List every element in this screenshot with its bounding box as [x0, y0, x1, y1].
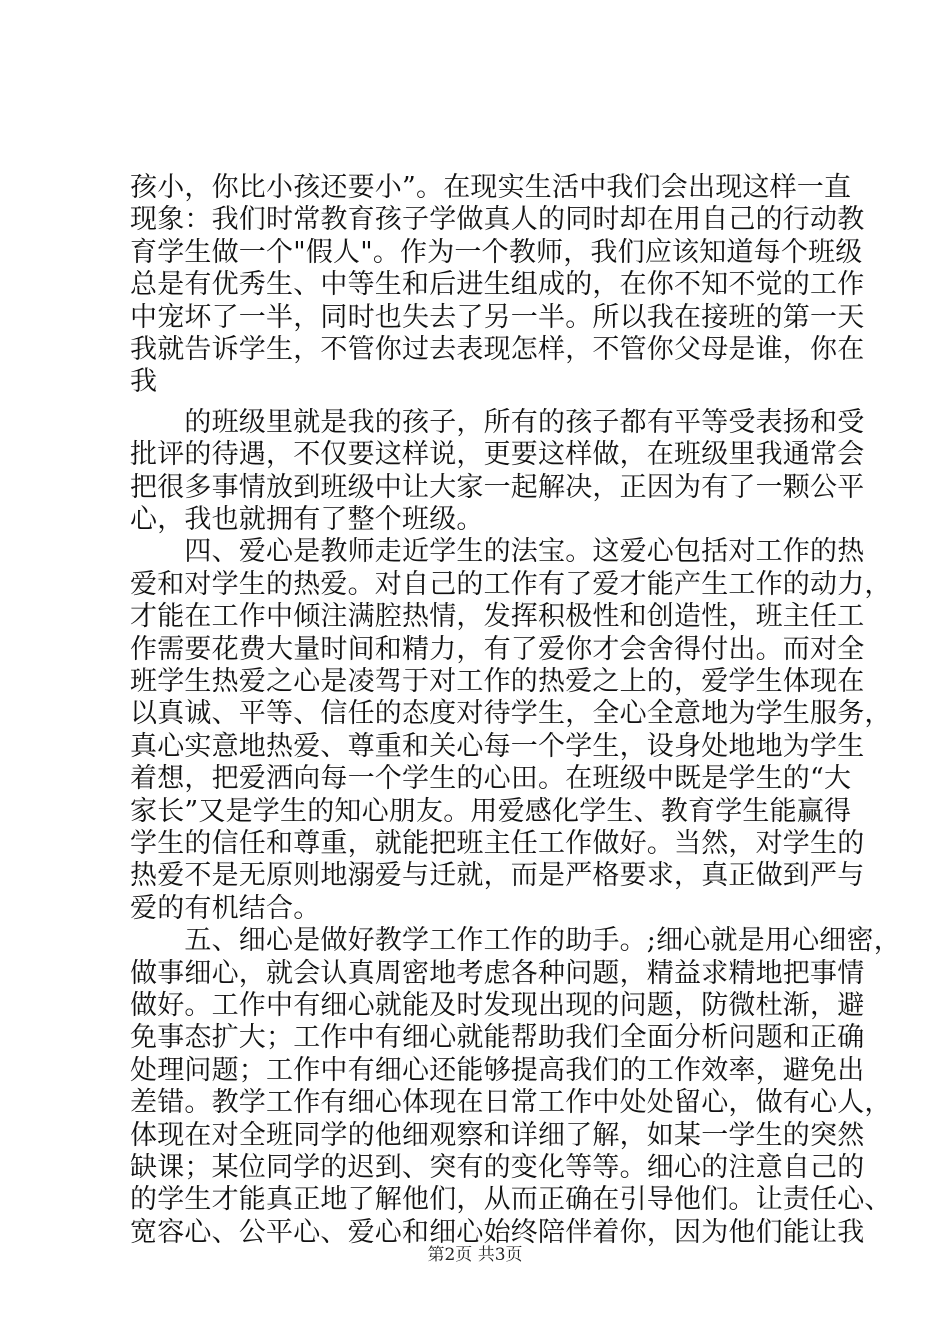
body-text-line: 做好。工作中有细心就能及时发现出现的问题，防微杜渐，避	[130, 990, 865, 1021]
body-text-line: 四、爱心是教师走近学生的法宝。这爱心包括对工作的热	[130, 536, 865, 568]
body-text-line: 真心实意地热爱、尊重和关心每一个学生，设身处地地为学生	[130, 730, 865, 762]
body-text-line: 育学生做一个"假人"。作为一个教师，我们应该知道每个班级	[130, 236, 863, 268]
body-text-line: 我	[130, 366, 158, 398]
body-text-line: 班学生热爱之心是凌驾于对工作的热爱之上的，爱学生体现在	[130, 666, 865, 697]
body-text-line: 处理问题；工作中有细心还能够提高我们的工作效率，避免出	[130, 1054, 865, 1086]
body-text-line: 体现在对全班同学的他细观察和详细了解，如某一学生的突然	[130, 1119, 865, 1151]
body-text-line: 做事细心，就会认真周密地考虑各种问题，精益求精地把事情	[130, 957, 865, 989]
body-text-line: 作需要花费大量时间和精力，有了爱你才会舍得付出。而对全	[130, 633, 865, 665]
body-text-line: 五、细心是做好教学工作工作的助手。;细心就是用心细密，	[130, 925, 901, 957]
body-text-line: 我就告诉学生，不管你过去表现怎样，不管你父母是谁，你在	[130, 334, 865, 365]
body-text-line: 着想，把爱洒向每一个学生的心田。在班级中既是学生的“大	[130, 763, 852, 795]
body-text-line: 家长”又是学生的知心朋友。用爱感化学生、教育学生能赢得	[130, 795, 852, 827]
page-footer: 第2页 共3页	[427, 1245, 523, 1265]
body-text-line: 批评的待遇，不仅要这样说，更要这样做，在班级里我通常会	[130, 439, 865, 471]
body-text-line: 总是有优秀生、中等生和后进生组成的，在你不知不觉的工作	[130, 269, 865, 301]
body-text-line: 把很多事情放到班级中让大家一起解决，正因为有了一颗公平	[130, 471, 865, 503]
body-text-line: 孩小，你比小孩还要小”。在现实生活中我们会出现这样一直	[130, 172, 852, 203]
body-text-line: 的班级里就是我的孩子，所有的孩子都有平等受表扬和受	[130, 406, 865, 438]
body-text-line: 差错。教学工作有细心体现在日常工作中处处留心，做有心人，	[130, 1087, 892, 1119]
body-text-line: 才能在工作中倾注满腔热情，发挥积极性和创造性，班主任工	[130, 601, 865, 633]
body-text-line: 中宠坏了一半，同时也失去了另一半。所以我在接班的第一天	[130, 301, 865, 333]
body-text-line: 爱和对学生的热爱。对自己的工作有了爱才能产生工作的动力，	[130, 568, 892, 600]
body-text-line: 以真诚、平等、信任的态度对待学生，全心全意地为学生服务，	[130, 698, 892, 730]
body-text-line: 免事态扩大；工作中有细心就能帮助我们全面分析问题和正确	[130, 1022, 865, 1054]
body-text-line: 缺课；某位同学的迟到、突有的变化等等。细心的注意自己的	[130, 1152, 865, 1183]
body-text-line: 现象：我们时常教育孩子学做真人的同时却在用自己的行动教	[130, 204, 865, 236]
body-text-line: 的学生才能真正地了解他们，从而正确在引导他们。让责任心、	[130, 1184, 892, 1216]
body-text-line: 热爱不是无原则地溺爱与迁就，而是严格要求，真正做到严与	[130, 860, 865, 892]
body-text-line: 心，我也就拥有了整个班级。	[130, 504, 484, 535]
body-text-line: 学生的信任和尊重，就能把班主任工作做好。当然，对学生的	[130, 828, 865, 859]
body-text-line: 宽容心、公平心、爱心和细心始终陪伴着你，因为他们能让我	[130, 1216, 865, 1248]
body-text-line: 爱的有机结合。	[130, 892, 321, 924]
